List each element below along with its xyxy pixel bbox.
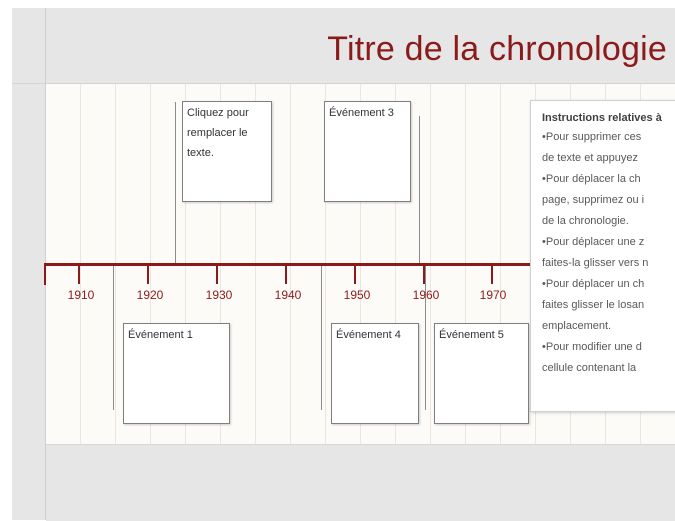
year-label: 1940 [274, 288, 302, 302]
event-box-4[interactable]: Événement 4 [331, 323, 419, 424]
year-label: 1910 [67, 288, 95, 302]
instruction-line: de texte et appuyez [542, 152, 639, 164]
axis-tick [216, 266, 218, 284]
axis-start-tick [44, 263, 46, 285]
instruction-line: faites glisser le losan [542, 299, 645, 311]
axis-tick [147, 266, 149, 284]
event-connector [419, 116, 420, 263]
event-box-1[interactable]: Événement 1 [123, 323, 230, 424]
title-band [46, 8, 675, 83]
year-label: 1950 [343, 288, 371, 302]
instructions-panel[interactable] [530, 100, 675, 412]
event-connector [113, 266, 114, 410]
event-box-placeholder[interactable]: Cliquez pour remplacer le texte. [182, 101, 272, 202]
axis-tick [78, 266, 80, 284]
axis-tick [354, 266, 356, 284]
year-label: 1930 [205, 288, 233, 302]
instruction-line: •Pour modifier une d [542, 341, 642, 353]
instruction-line: faites-la glisser vers n [542, 257, 649, 269]
year-label: 1920 [136, 288, 164, 302]
event-connector [321, 266, 322, 410]
instruction-line: cellule contenant la [542, 362, 637, 374]
instruction-line: •Pour déplacer la ch [542, 173, 641, 185]
instruction-line: •Pour déplacer une z [542, 236, 645, 248]
event-box-5[interactable]: Événement 5 [434, 323, 529, 424]
event-box-3[interactable]: Événement 3 [324, 101, 411, 202]
instructions-title: Instructions relatives à [542, 112, 662, 124]
instruction-line: emplacement. [542, 320, 612, 332]
axis-tick [423, 266, 425, 284]
year-label: 1960 [412, 288, 440, 302]
axis-tick [491, 266, 493, 284]
instruction-line: de la chronologie. [542, 215, 629, 227]
event-connector [175, 102, 176, 263]
timeline-title[interactable]: Titre de la chronologie [327, 30, 667, 68]
year-label: 1970 [479, 288, 507, 302]
axis-tick [285, 266, 287, 284]
bottom-band [46, 444, 675, 521]
instruction-line: •Pour supprimer ces [542, 131, 642, 143]
timeline-axis [44, 263, 530, 266]
instruction-line: page, supprimez ou i [542, 194, 645, 206]
instruction-line: •Pour déplacer un ch [542, 278, 645, 290]
